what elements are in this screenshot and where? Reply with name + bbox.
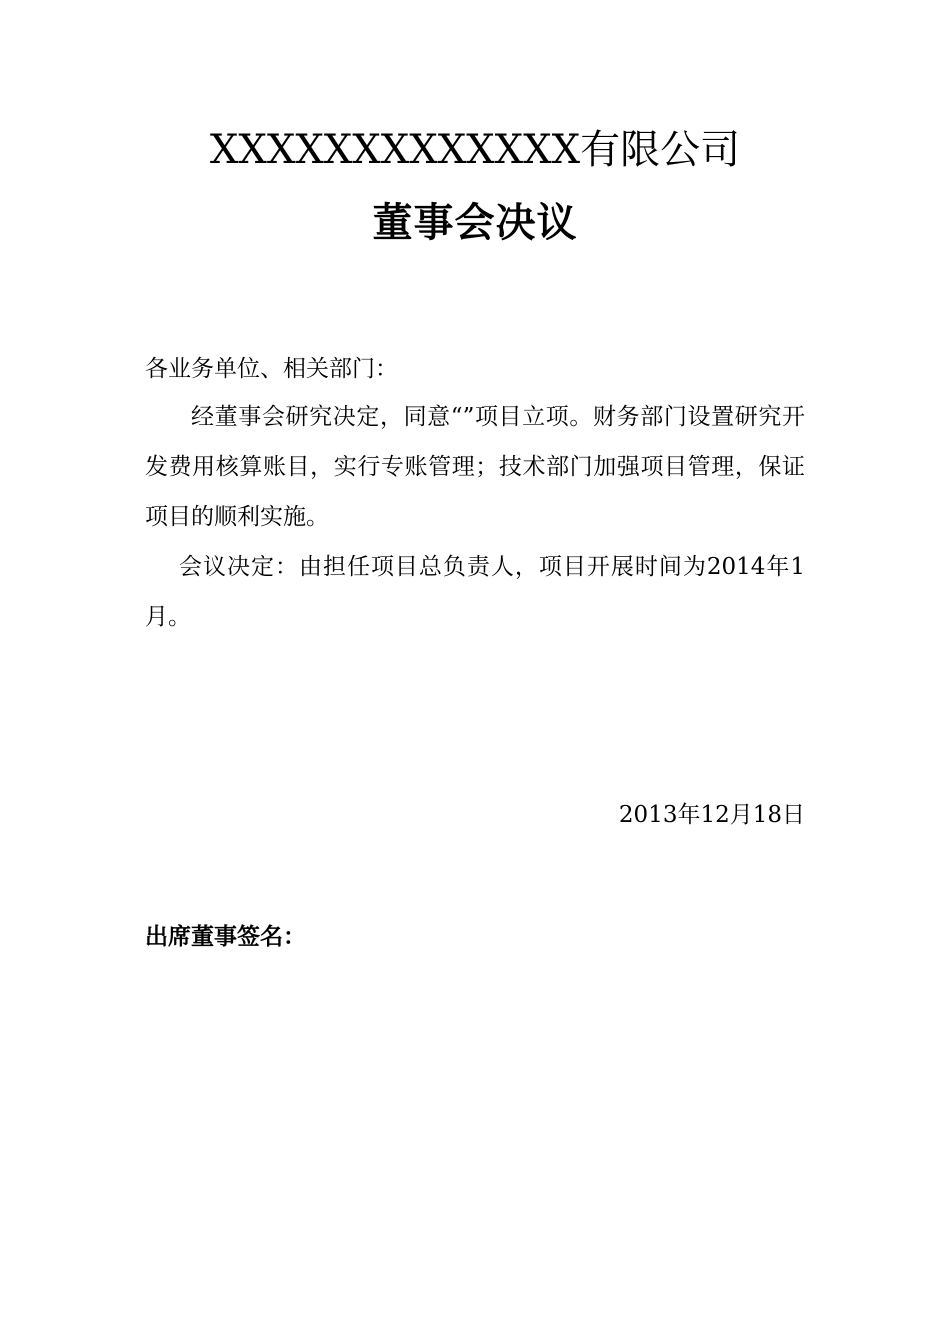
director-signature-label: 出席董事签名：	[145, 924, 306, 950]
document-title: 董事会决议	[372, 199, 578, 246]
meeting-decision-paragraph: 会议决定：由担任项目总负责人，项目开展时间为2014年1月。	[145, 554, 805, 630]
company-title: XXXXXXXXXXXXX有限公司	[209, 127, 741, 173]
resolution-paragraph: 经董事会研究决定，同意“”项目立项。财务部门设置研究开发费用核算账目，实行专账管理；技术部门加强项目管理，保证项目的顺利实施。	[145, 404, 805, 530]
salutation: 各业务单位、相关部门：	[145, 356, 398, 382]
resolution-date: 2013年12月18日	[618, 802, 805, 828]
